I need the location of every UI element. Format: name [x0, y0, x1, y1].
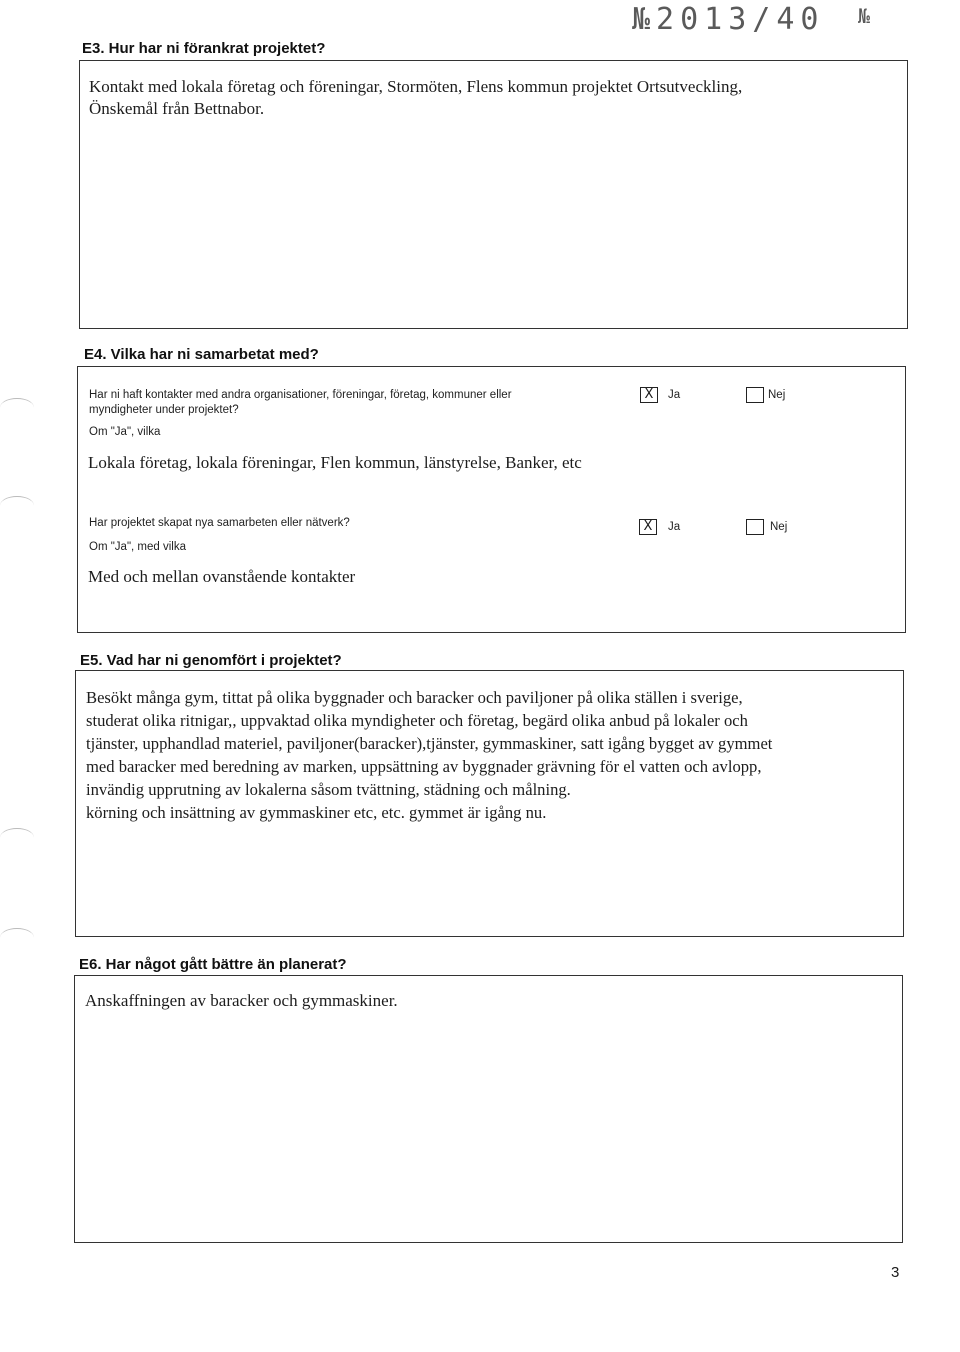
section-e4-box	[77, 366, 906, 633]
q2-question-label: Har projektet skapat nya samarbeten eller nätverk?	[89, 517, 350, 529]
q1-answer-text[interactable]: Lokala företag, lokala föreningar, Flen kommun, länstyrelse, Banker, etc	[88, 453, 582, 472]
q1-no-checkbox[interactable]	[746, 387, 764, 403]
section-e3-answer-line: Kontakt med lokala företag och föreningar, Stormöten, Flens kommun projektet Ortsutveckling,	[89, 77, 743, 96]
section-e5-heading: E5. Vad har ni genomfört i projektet?	[80, 652, 342, 669]
q2-no-label: Nej	[770, 521, 788, 533]
binder-hole-mark	[0, 496, 34, 515]
binder-hole-mark	[0, 828, 34, 847]
section-e3-answer-line: Önskemål från Bettnabor.	[89, 99, 265, 118]
section-e6-answer-box[interactable]	[74, 975, 903, 1243]
section-e5-answer-box[interactable]	[75, 670, 904, 937]
section-e5-answer-line: tjänster, upphandlad materiel, paviljoner(baracker),tjänster, gymmaskiner, satt igång bygget av gymmet	[86, 734, 773, 753]
section-e6-heading: E6. Har något gått bättre än planerat?	[79, 956, 347, 973]
binder-hole-mark	[0, 928, 34, 947]
q1-followup-label: Om "Ja", vilka	[89, 426, 161, 438]
section-e5-answer-line: med baracker med beredning av marken, uppsättning av byggnader grävning för el vatten och avlopp,	[86, 757, 762, 776]
q2-answer-text[interactable]: Med och mellan ovanstående kontakter	[88, 567, 356, 586]
section-e5-answer-line: körning och insättning av gymmaskiner etc, etc. gymmet är igång nu.	[86, 803, 547, 822]
registration-stamp-suffix: №	[858, 4, 871, 28]
q2-yes-label: Ja	[668, 521, 681, 533]
section-e6-answer-text: Anskaffningen av baracker och gymmaskiner.	[85, 991, 398, 1010]
q1-yes-label: Ja	[668, 389, 681, 401]
q2-yes-checkbox[interactable]: X	[639, 519, 657, 535]
section-e3-answer-box[interactable]	[79, 60, 908, 329]
q2-no-checkbox[interactable]	[746, 519, 764, 535]
q1-yes-checkbox[interactable]: X	[640, 387, 658, 403]
section-e3-heading: E3. Hur har ni förankrat projektet?	[82, 40, 326, 57]
section-e5-answer-line: invändig upprutning av lokalerna såsom tvättning, städning och målning.	[86, 780, 571, 799]
registration-stamp: №2013/40	[632, 2, 825, 37]
q1-no-label: Nej	[768, 389, 786, 401]
section-e5-answer-line: Besökt många gym, tittat på olika byggnader och baracker och paviljoner på olika ställen i sverige,	[86, 688, 743, 707]
page-number: 3	[891, 1264, 900, 1281]
q1-question-line: myndigheter under projektet?	[89, 404, 239, 416]
section-e4-heading: E4. Vilka har ni samarbetat med?	[84, 346, 319, 363]
q1-question-line: Har ni haft kontakter med andra organisationer, föreningar, företag, kommuner eller	[89, 389, 512, 401]
binder-hole-mark	[0, 398, 34, 417]
section-e5-answer-line: studerat olika ritnigar,, uppvaktad olika myndigheter och företag, begärd olika anbud på lokaler och	[86, 711, 748, 730]
q2-followup-label: Om "Ja", med vilka	[89, 541, 186, 553]
